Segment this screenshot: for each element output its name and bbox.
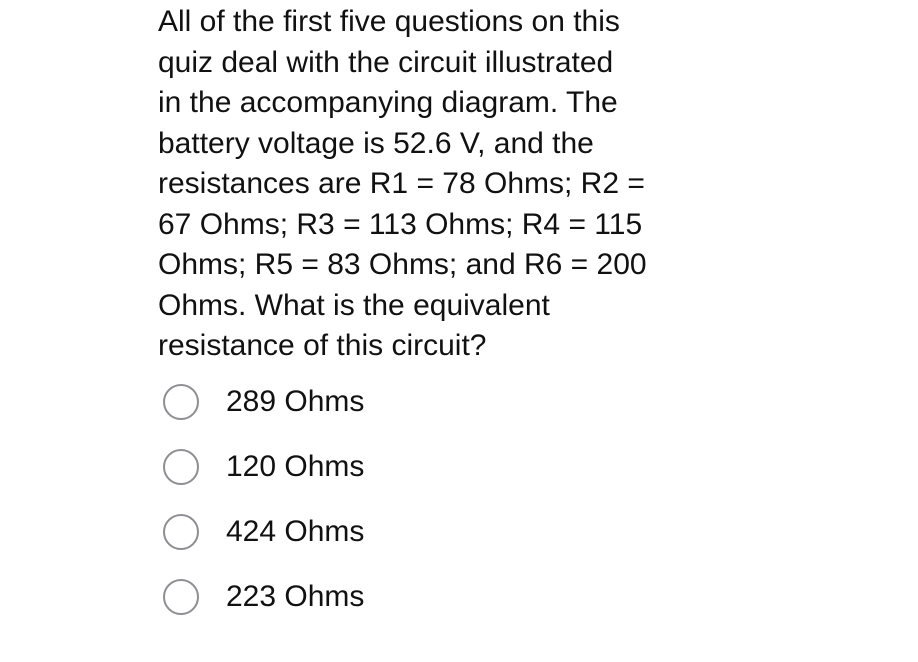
question-line: Ohms. What is the equivalent xyxy=(158,288,550,322)
question-line: 67 Ohms; R3 = 113 Ohms; R4 = 115 xyxy=(158,207,643,241)
answer-option-2[interactable] xyxy=(163,434,663,499)
answer-option-label[interactable]: 289 Ohms xyxy=(226,384,365,418)
radio-button-icon[interactable] xyxy=(163,579,199,615)
answer-option-1[interactable] xyxy=(163,369,663,434)
answer-option-3[interactable] xyxy=(163,499,663,564)
question-line: resistance of this circuit? xyxy=(158,329,487,362)
answer-option-label[interactable]: 120 Ohms xyxy=(226,449,365,483)
radio-button-icon[interactable] xyxy=(163,384,199,420)
radio-button-icon[interactable] xyxy=(163,514,199,550)
answer-option-label[interactable]: 223 Ohms xyxy=(226,579,365,613)
question-line: resistances are R1 = 78 Ohms; R2 = xyxy=(158,167,645,200)
question-line: All of the first five questions on this xyxy=(158,5,620,38)
question-line: Ohms; R5 = 83 Ohms; and R6 = 200 xyxy=(158,248,647,281)
radio-button-icon[interactable] xyxy=(163,449,199,485)
question-line: in the accompanying diagram. The xyxy=(158,86,618,119)
answer-option-label[interactable]: 424 Ohms xyxy=(226,514,365,548)
question-line: battery voltage is 52.6 V, and the xyxy=(158,126,594,160)
question-line: quiz deal with the circuit illustrated xyxy=(158,45,614,79)
answer-options xyxy=(163,369,663,629)
question-text xyxy=(158,2,758,367)
answer-option-4[interactable] xyxy=(163,564,663,629)
